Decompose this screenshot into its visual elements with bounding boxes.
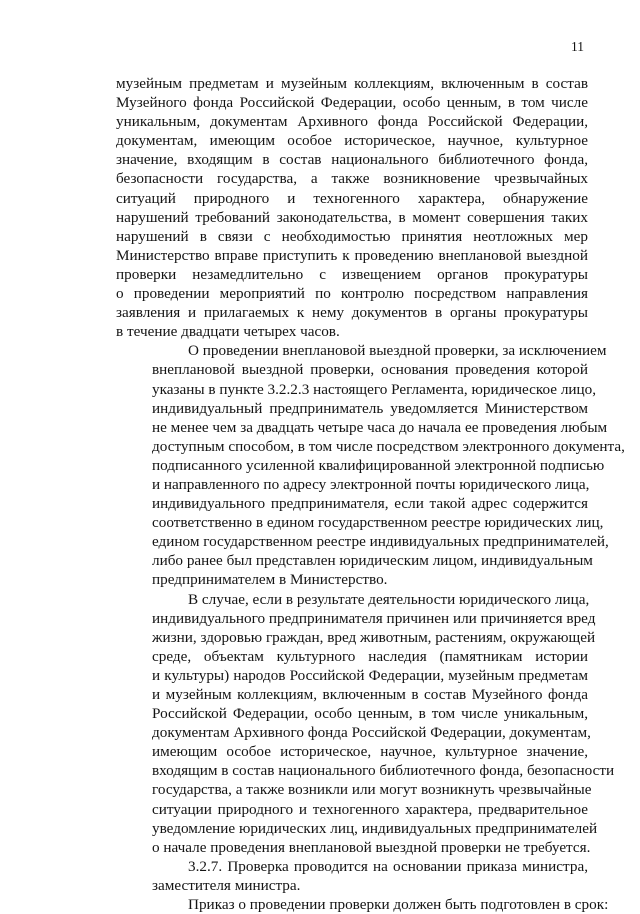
paragraph-4: [116, 857, 588, 895]
text-line: значение, входящим в состав национального библиотечного фонда,: [116, 151, 588, 169]
paragraph-2: [116, 341, 625, 589]
text-line: заявления и прилагаемых к нему документов в органы прокуратуры: [116, 304, 588, 322]
text-line: жизни, здоровью граждан, вред животным, растениям, окружающей: [152, 628, 596, 646]
text-line: безопасности государства, а также возникновение чрезвычайных: [116, 170, 588, 188]
text-line: Приказ о проведении проверки должен быть подготовлен в срок:: [188, 896, 609, 914]
page-number: 11: [571, 39, 584, 54]
paragraph-5: [116, 895, 609, 914]
text-line: либо ранее был представлен юридическим лицом, индивидуальным: [152, 552, 593, 570]
text-line: и направленного по адресу электронной почты юридического лица,: [152, 475, 590, 493]
text-line: Российской Федерации, особо ценным, в том числе уникальным,: [152, 705, 588, 723]
text-line: едином государственном реестре индивидуальных предпринимателей,: [152, 533, 609, 551]
text-line: и музейным коллекциям, включенным в состав Музейного фонда: [152, 686, 588, 703]
text-line: нарушений требований законодательства, в момент совершения таких: [116, 208, 588, 226]
text-line: указаны в пункте 3.2.2.3 настоящего Регламента, юридическое лицо,: [152, 380, 597, 398]
text-line: предпринимателем в Министерство.: [152, 571, 388, 589]
text-line: входящим в состав национального библиотечного фонда, безопасности: [152, 762, 615, 780]
text-line: Министерство вправе приступить к проведению внеплановой выездной: [116, 246, 588, 264]
text-line: и культуры) народов Российской Федерации, музейным предметам: [152, 666, 588, 684]
text-line: музейным предметам и музейным коллекциям, включенным в состав: [116, 75, 588, 92]
text-line: ситуаций природного и техногенного характера, обнаружение: [116, 189, 588, 207]
text-line: документам, имеющим особое историческое, научное, культурное: [116, 132, 588, 150]
text-line: в течение двадцати четырех часов.: [116, 323, 340, 341]
text-line: индивидуального предпринимателя причинен или причиняется вред: [152, 609, 596, 627]
text-line: индивидуальный предприниматель уведомляется Министерством: [152, 399, 588, 417]
text-line: внеплановой выездной проверки, основания проведения которой: [152, 361, 588, 379]
text-line: индивидуального предпринимателя, если такой адрес содержится: [152, 495, 588, 513]
text-line: ситуации природного и техногенного характера, предварительное: [152, 800, 588, 818]
paragraph-1: [116, 74, 588, 341]
body-text: [116, 74, 625, 914]
paragraph-3: [116, 590, 615, 857]
text-line: не менее чем за двадцать четыре часа до начала ее проведения любым: [152, 418, 608, 436]
text-line: документам Архивного фонда Российской Федерации, документам,: [152, 724, 591, 742]
text-line: уведомление юридических лиц, индивидуальных предпринимателей: [152, 819, 598, 837]
text-line: 3.2.7. Проверка проводится на основании приказа министра,: [188, 857, 588, 875]
text-line: заместителя министра.: [152, 876, 301, 894]
text-line: о проведении мероприятий по контролю посредством направления: [116, 285, 588, 303]
text-line: соответственно в едином государственном реестре юридических лиц,: [152, 514, 604, 532]
text-line: подписанного усиленной квалифицированной электронной подписью: [152, 456, 605, 474]
text-line: Музейного фонда Российской Федерации, особо ценным, в том числе: [116, 94, 588, 112]
text-line: доступным способом, в том числе посредством электронного документа,: [152, 437, 625, 455]
text-line: государства, а также возникли или могут возникнуть чрезвычайные: [152, 781, 592, 799]
text-line: имеющим особое историческое, научное, культурное значение,: [152, 743, 588, 761]
text-line: о начале проведения внеплановой выездной проверки не требуется.: [152, 838, 591, 856]
text-line: О проведении внеплановой выездной проверки, за исключением: [188, 342, 607, 360]
text-line: В случае, если в результате деятельности юридического лица,: [188, 590, 590, 608]
text-line: уникальным, документам Архивного фонда Российской Федерации,: [116, 113, 588, 131]
text-line: нарушений в связи с необходимостью принятия неотложных мер: [116, 227, 588, 245]
text-line: среде, объектам культурного наследия (памятникам истории: [152, 647, 588, 665]
text-line: проверки незамедлительно с извещением органов прокуратуры: [116, 265, 588, 283]
